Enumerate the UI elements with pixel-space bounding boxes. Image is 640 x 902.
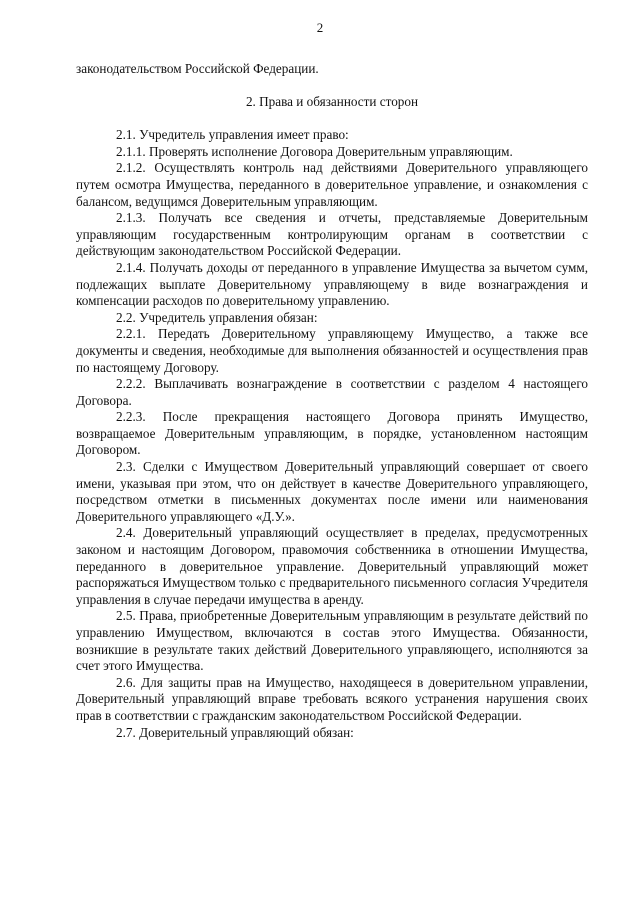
paragraph-2-2-1: 2.2.1. Передать Доверительному управляющему Имущество, а также все документы и сведения, необходимые для выполнения обязанностей и осуществления прав по настоящему Договору.: [76, 326, 588, 375]
page-number: 2: [316, 20, 324, 35]
paragraph-2-4: 2.4. Доверительный управляющий осуществляет в пределах, предусмотренных законом и настоящим Договором, правомочия собственника в отношении Имущества, переданного в доверительное управление. Доверительный управляющий может распоряжаться Имуществом только с предварительного письменного согласия Учредителя управления в случае передачи имущества в аренду.: [76, 525, 588, 607]
section-title: 2. Права и обязанности сторон: [245, 93, 419, 109]
paragraph-2-3: 2.3. Сделки с Имуществом Доверительный управляющий совершает от своего имени, указывая при этом, что он действует в качестве Доверительного управляющего, посредством отметки в письменных документах после имени или наименования Доверительного управляющего «Д.У.».: [76, 459, 588, 524]
paragraph-2-5: 2.5. Права, приобретенные Доверительным управляющим в результате действий по управлению Имуществом, включаются в состав этого Имущества. Обязанности, возникшие в результате таких действий Доверительного управляющего, исполняются за счет этого Имущества.: [76, 608, 588, 674]
paragraph-2-1: 2.1. Учредитель управления имеет право:: [116, 127, 349, 143]
paragraph-2-2-2: 2.2.2. Выплачивать вознаграждение в соответствии с разделом 4 настоящего Договора.: [76, 376, 588, 408]
paragraph-2-7: 2.7. Доверительный управляющий обязан:: [116, 724, 354, 740]
document-body: [76, 61, 588, 741]
continuation-line: законодательством Российской Федерации.: [76, 61, 319, 76]
paragraph-2-6: 2.6. Для защиты прав на Имущество, находящееся в доверительном управлении, Доверительный управляющий вправе требовать всякого устранения нарушения своих прав в соответствии с гражданским законодательством Российской Федерации.: [76, 674, 588, 723]
paragraph-2-1-1: 2.1.1. Проверять исполнение Договора Доверительным управляющим.: [116, 143, 513, 159]
paragraph-2-1-4: 2.1.4. Получать доходы от переданного в управление Имущества за вычетом сумм, подлежащих выплате Доверительному управляющему в виде вознаграждения и компенсации расходов по доверительному управлению.: [76, 259, 588, 309]
paragraph-2-2-3: 2.2.3. После прекращения настоящего Договора принять Имущество, возвращаемое Доверительным управляющим, в порядке, установленном настоящим Договором.: [76, 409, 588, 458]
paragraph-2-1-2: 2.1.2. Осуществлять контроль над действиями Доверительного управляющего путем осмотра Имущества, переданного в доверительное управление, и ознакомления с балансом, ведущимся Доверительным управляющим.: [76, 160, 588, 209]
paragraph-2-1-3: 2.1.3. Получать все сведения и отчеты, представляемые Доверительным управляющим государственным контролирующим органам в соответствии с действующим законодательством Российской Федерации.: [76, 210, 588, 259]
paragraph-2-2: 2.2. Учредитель управления обязан:: [116, 309, 318, 325]
